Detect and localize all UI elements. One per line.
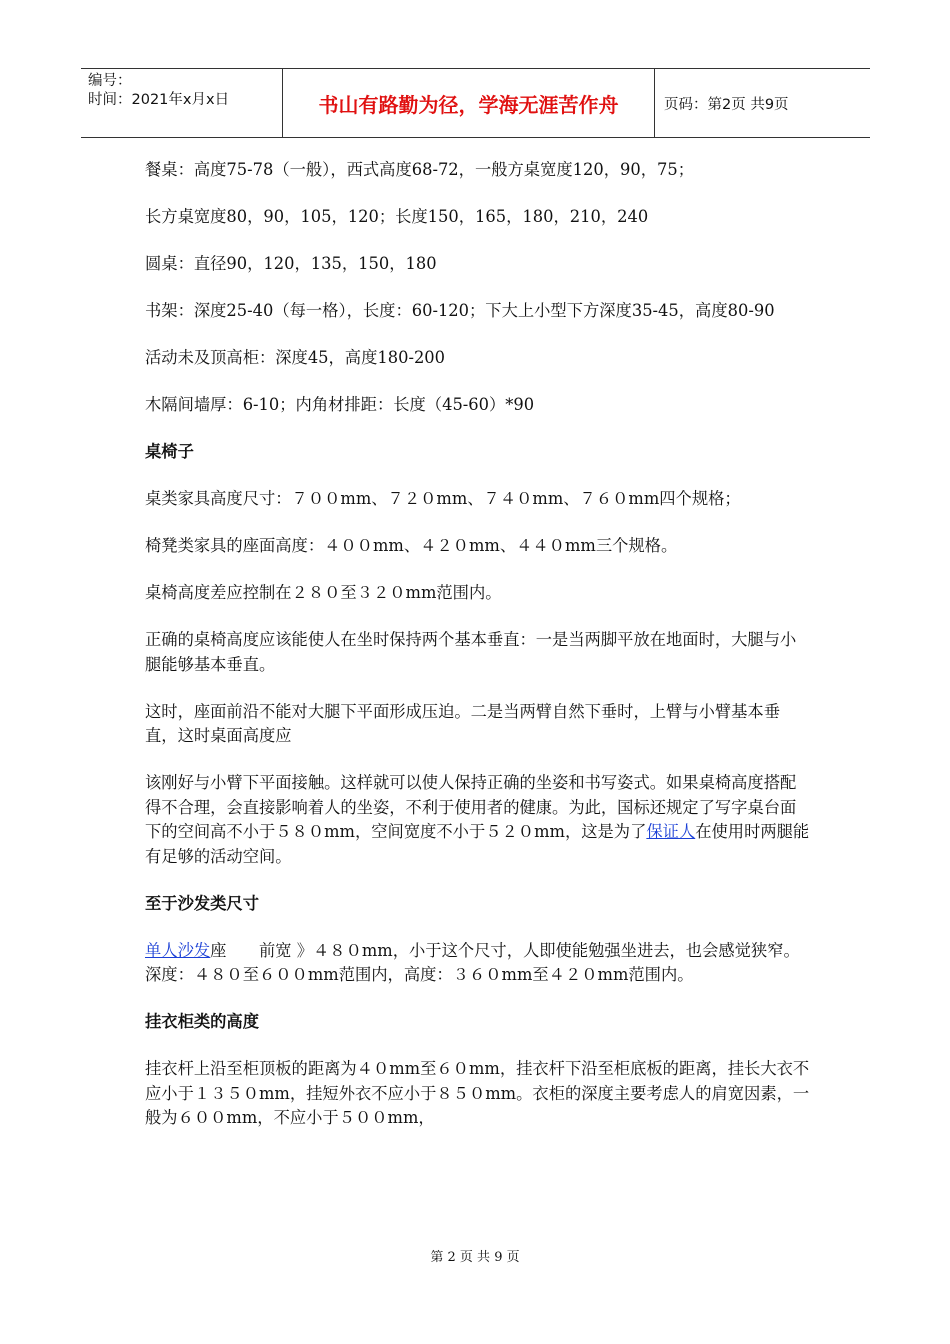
paragraph-correct-height: 正确的桌椅高度应该能使人在坐时保持两个基本垂直：一是当两脚平放在地面时，大腿与小腿能够基本垂直。	[145, 630, 797, 674]
paragraph-table-heights: 桌类家具高度尺寸：７００mm、７２０mm、７４０mm、７６０mm四个规格；	[145, 489, 741, 508]
link-guarantee[interactable]: 保证人	[646, 822, 696, 841]
heading-wardrobe: 挂衣柜类的高度	[145, 1012, 259, 1031]
paragraph-partition-wall: 木隔间墙厚：6-10；内角材排距：长度（45-60）*90	[145, 395, 535, 414]
paragraph-text: 该刚好与小臂下平面接触。这样就可以使人保持正确的坐姿和书写姿式。如果桌椅高度搭配得不合理，会直接影响着人的坐姿，不利于使用者的健康。为此，国标还规定了写字桌台面下的空间高不小于５８０mm，空间宽度不小于５２０mm，这是为了	[145, 773, 797, 841]
paragraph-round-table: 圆桌：直径90，120，135，150，180	[145, 254, 437, 273]
document-time-label: 时间：2021年x月x日	[88, 92, 230, 108]
header-page-label: 页码：第2页 共9页	[664, 96, 789, 113]
paragraph-single-sofa	[145, 939, 810, 988]
page-footer: 第 2 页 共 9 页	[430, 1250, 520, 1265]
header-slogan: 书山有路勤为径，学海无涯苦作舟	[283, 69, 655, 137]
paragraph-bookshelf: 书架：深度25-40（每一格），长度：60-120；下大上小型下方深度35-45，高度80-90	[145, 301, 775, 320]
header-left-cell	[81, 69, 283, 137]
paragraph-rect-table: 长方桌宽度80，90，105，120；长度150，165，180，210，240	[145, 207, 649, 226]
paragraph-seat-heights: 椅凳类家具的座面高度：４００mm、４２０mm、４４０mm三个规格。	[145, 536, 678, 555]
paragraph-national-standard	[145, 771, 810, 869]
heading-sofa: 至于沙发类尺寸	[145, 893, 259, 913]
paragraph-tall-cabinet: 活动未及顶高柜：深度45，高度180-200	[145, 348, 446, 367]
page-header	[81, 68, 870, 138]
paragraph-height-difference: 桌椅高度差应控制在２８０至３２０mm范围内。	[145, 583, 502, 602]
link-single-sofa[interactable]: 单人沙发	[145, 940, 211, 960]
paragraph-wardrobe: 挂衣杆上沿至柜顶板的距离为４０mm至６０mm，挂衣杆下沿至柜底板的距离，挂长大衣不应小于１３５０mm，挂短外衣不应小于８５０mm。衣柜的深度主要考虑人的肩宽因素，一般为６００mm，不应小于５００mm，	[145, 1059, 810, 1127]
paragraph-dining-table: 餐桌：高度75-78（一般），西式高度68-72，一般方桌宽度120，90，75；	[145, 160, 694, 179]
paragraph-text: 座 前宽 》４８０mm，小于这个尺寸，人即使能勉强坐进去，也会感觉狭窄。深度：４８０至６００mm范围内，高度：３６０mm至４２０mm范围内。	[145, 940, 800, 984]
heading-tables-chairs: 桌椅子	[145, 442, 194, 461]
document-body	[145, 158, 810, 1153]
paragraph-text: 在使用时两腿能有足够的活动空间。	[145, 822, 810, 866]
paragraph-seat-front-edge: 这时，座面前沿不能对大腿下平面形成压迫。二是当两臂自然下垂时，上臂与小臂基本垂直，这时桌面高度应	[145, 701, 780, 745]
document-number-label: 编号：	[88, 73, 132, 89]
